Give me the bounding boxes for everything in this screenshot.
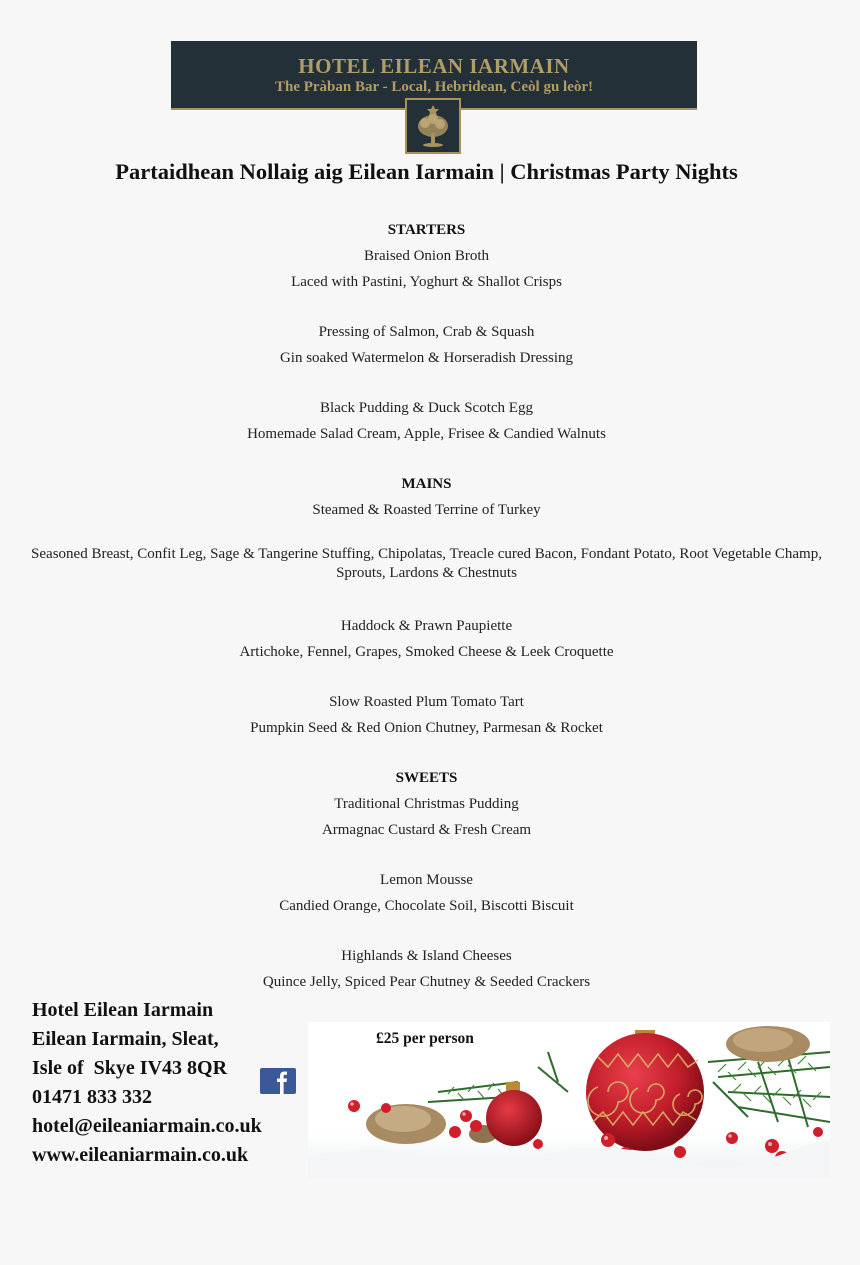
dish-name: Lemon Mousse xyxy=(380,872,473,888)
dish-description: Pumpkin Seed & Red Onion Chutney, Parmesan & Rocket xyxy=(250,720,603,736)
dish-description: Seasoned Breast, Confit Leg, Sage & Tangerine Stuffing, Chipolatas, Treacle cured Bacon, Fondant Potato, Root Vegetable Champ, Sprouts, Lardons & Chestnuts xyxy=(31,546,822,581)
logo-badge xyxy=(405,98,461,154)
menu xyxy=(0,217,853,995)
starters-section xyxy=(0,217,853,471)
page-title: Partaidhean Nollaig aig Eilean Iarmain | Christmas Party Nights xyxy=(115,159,738,184)
contact-address-line2: Isle of Skye IV43 8QR xyxy=(32,1057,228,1079)
section-heading: STARTERS xyxy=(387,222,466,238)
dish-name: Highlands & Island Cheeses xyxy=(341,948,512,964)
hotel-name: HOTEL EILEAN IARMAIN xyxy=(298,54,570,78)
section-heading: MAINS xyxy=(401,476,452,492)
bar-tagline: The Pràban Bar - Local, Hebridean, Ceòl gu leòr! xyxy=(274,79,594,95)
contact-block xyxy=(32,996,262,1170)
dish-description: Armagnac Custard & Fresh Cream xyxy=(321,822,532,838)
contact-phone[interactable]: 01471 833 332 xyxy=(32,1086,152,1108)
price-label: £25 per person xyxy=(376,1030,474,1047)
dish-description: Homemade Salad Cream, Apple, Frisee & Candied Walnuts xyxy=(247,426,606,442)
section-heading: SWEETS xyxy=(395,770,458,786)
dish-description: Artichoke, Fennel, Grapes, Smoked Cheese & Leek Croquette xyxy=(239,644,614,660)
dish-name: Slow Roasted Plum Tomato Tart xyxy=(329,694,524,710)
dish-name: Black Pudding & Duck Scotch Egg xyxy=(320,400,533,416)
mains-section xyxy=(0,471,853,765)
dish-description: Quince Jelly, Spiced Pear Chutney & Seeded Crackers xyxy=(262,974,591,990)
dish-name: Haddock & Prawn Paupiette xyxy=(340,618,513,634)
dish-description: Gin soaked Watermelon & Horseradish Dressing xyxy=(279,350,574,366)
contact-email-link[interactable]: hotel@eileaniarmain.co.uk xyxy=(32,1115,262,1137)
dish-description: Laced with Pastini, Yoghurt & Shallot Crisps xyxy=(291,274,562,290)
dish-name: Traditional Christmas Pudding xyxy=(334,796,519,812)
contact-address-line1: Eilean Iarmain, Sleat, xyxy=(32,1028,219,1050)
sweets-section xyxy=(0,765,853,995)
contact-name: Hotel Eilean Iarmain xyxy=(32,999,214,1021)
tree-icon xyxy=(413,103,453,149)
dish-description: Candied Orange, Chocolate Soil, Biscotti Biscuit xyxy=(279,898,574,914)
dish-name: Pressing of Salmon, Crab & Squash xyxy=(318,324,535,340)
dish-name: Steamed & Roasted Terrine of Turkey xyxy=(312,502,541,518)
dish-name: Braised Onion Broth xyxy=(364,248,489,264)
facebook-icon[interactable] xyxy=(260,1068,296,1094)
contact-website-link[interactable]: www.eileaniarmain.co.uk xyxy=(32,1144,249,1166)
christmas-baubles-image xyxy=(308,1022,830,1178)
